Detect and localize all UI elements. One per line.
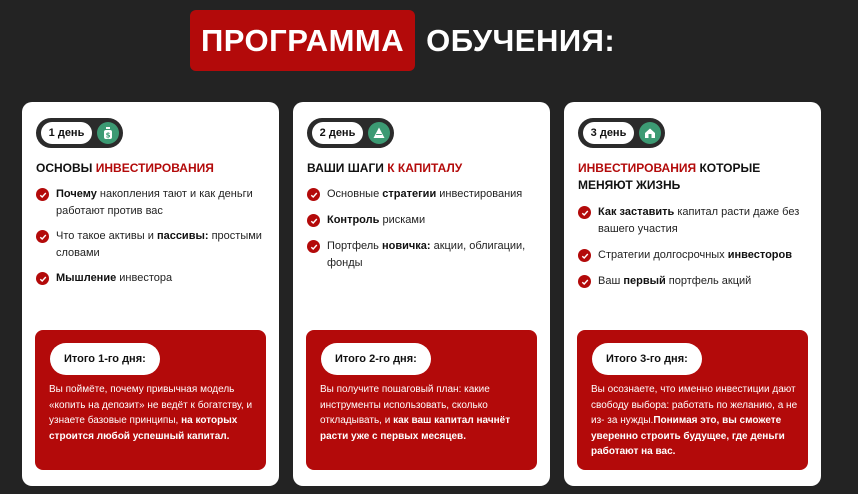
day-summary	[35, 330, 266, 470]
summary-label: Итого 1-го дня:	[50, 343, 160, 375]
page-title-highlight: ПРОГРАММА	[190, 10, 415, 71]
summary-text: Вы осознаете, что именно инвестиции дают свободу выбора: работать по желанию, а не из- за нужды.Понимая это, вы сможете уверенно строить будущее, где деньги работают на вас.	[591, 384, 798, 457]
day-summary	[577, 330, 808, 470]
check-icon	[307, 188, 320, 201]
list-item	[578, 204, 810, 238]
list-item	[36, 228, 268, 262]
check-icon	[36, 188, 49, 201]
list-item-text: Почему накопления тают и как деньги работают против вас	[56, 188, 253, 217]
summary-label: Итого 2-го дня:	[321, 343, 431, 375]
svg-text:$: $	[105, 131, 111, 140]
card-heading	[36, 160, 266, 177]
check-icon	[578, 249, 591, 262]
card-heading	[307, 160, 537, 177]
day-badge	[578, 118, 665, 148]
topic-list	[307, 186, 539, 272]
pyramid-icon	[368, 122, 390, 144]
day-badge	[36, 118, 123, 148]
topic-list	[36, 186, 268, 287]
day-badge	[307, 118, 394, 148]
list-item-text: Основные стратегии инвестирования	[327, 188, 523, 200]
list-item-text: Как заставить капитал расти даже без вашего участия	[598, 206, 800, 235]
money-bag-icon	[97, 122, 119, 144]
list-item-text: Контроль рисками	[327, 214, 426, 226]
list-item	[36, 186, 268, 220]
list-item	[578, 247, 810, 264]
card-heading-part: ВАШИ ШАГИ	[307, 161, 388, 175]
house-icon	[639, 122, 661, 144]
card-heading-part: КОТОРЫЕ МЕНЯЮТ ЖИЗНЬ	[578, 161, 761, 192]
list-item-text: Мышление инвестора	[56, 272, 173, 284]
page-title	[190, 10, 615, 71]
check-icon	[36, 230, 49, 243]
list-item-text: Стратегии долгосрочных инвесторов	[598, 249, 793, 261]
summary-label: Итого 3-го дня:	[592, 343, 702, 375]
list-item-text: Портфель новичка: акции, облигации, фонды	[327, 240, 526, 269]
card-heading	[578, 160, 808, 194]
list-item	[36, 270, 268, 287]
summary-text: Вы поймёте, почему привычная модель «копить на депозит» не ведёт к богатству, и узнаете базовые принципы, на которых строится любой успешный капитал.	[49, 384, 253, 442]
list-item	[578, 273, 810, 290]
day-card-3	[564, 102, 821, 486]
list-item	[307, 238, 539, 272]
check-icon	[578, 206, 591, 219]
card-heading-accent: К КАПИТАЛУ	[387, 161, 463, 175]
topic-list	[578, 204, 810, 290]
day-card-1	[22, 102, 279, 486]
day-label: 3 день	[583, 122, 634, 144]
day-card-2	[293, 102, 550, 486]
list-item	[307, 212, 539, 229]
card-heading-part: ОСНОВЫ	[36, 161, 96, 175]
list-item	[307, 186, 539, 203]
day-label: 1 день	[41, 122, 92, 144]
page-title-rest: ОБУЧЕНИЯ:	[426, 22, 616, 58]
check-icon	[36, 272, 49, 285]
day-summary	[306, 330, 537, 470]
check-icon	[307, 240, 320, 253]
card-heading-accent: ИНВЕСТИРОВАНИЯ	[578, 161, 697, 175]
list-item-text: Что такое активы и пассивы: простыми словами	[56, 230, 262, 259]
check-icon	[307, 214, 320, 227]
check-icon	[578, 275, 591, 288]
summary-text: Вы получите пошаговый план: какие инструменты использовать, сколько откладывать, и как ваш капитал начнёт расти уже с первых месяцев.	[320, 384, 511, 442]
day-label: 2 день	[312, 122, 363, 144]
list-item-text: Ваш первый портфель акций	[598, 275, 752, 287]
card-heading-accent: ИНВЕСТИРОВАНИЯ	[95, 161, 214, 175]
